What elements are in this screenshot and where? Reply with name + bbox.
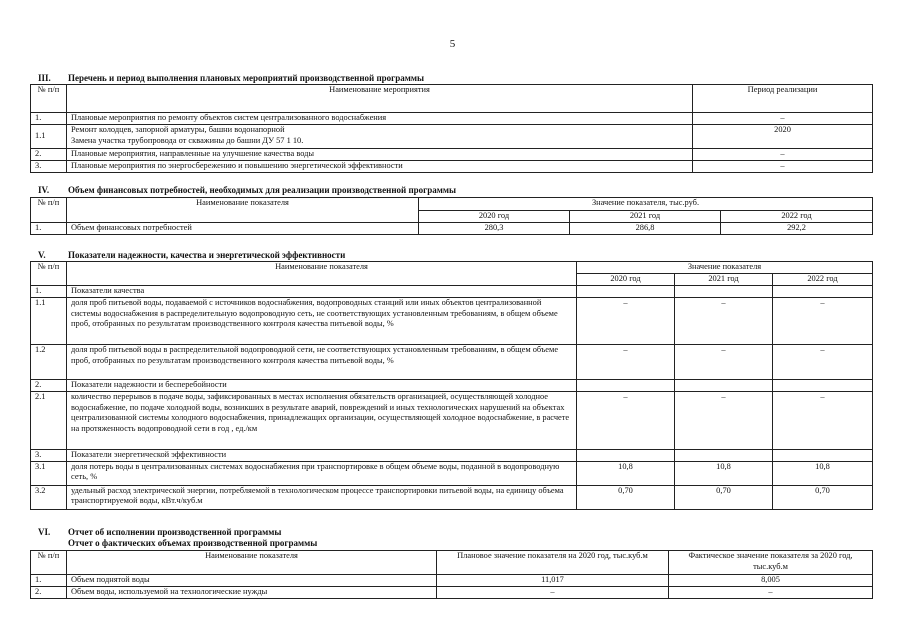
row-number: 2.1 [31, 391, 67, 449]
row-name: доля проб питьевой воды в распределительной водопроводной сети, не соответствующих установленным требованиям, в общем объеме проб, отобранных по результатам производственного контроля качества питьевой воды, % [67, 344, 577, 379]
row-period: – [693, 161, 873, 173]
row-name: Плановые мероприятия по энергосбережению и повышению энергетической эффективности [67, 161, 693, 173]
section-4-number: IV. [38, 185, 50, 195]
financial-needs-table [30, 197, 873, 235]
indicators-table [30, 261, 873, 510]
col-header-no: № п/п [31, 551, 67, 575]
row-value [773, 285, 873, 297]
row-value: 280,3 [419, 222, 570, 234]
row-number: 1. [31, 113, 67, 125]
table-row [31, 161, 873, 173]
activities-table [30, 84, 873, 173]
col-header-no: № п/п [31, 85, 67, 113]
year-header: 2022 год [721, 211, 873, 223]
row-value: 0,70 [675, 485, 773, 509]
section-6-title: Отчет об исполнении производственной программы [68, 527, 282, 537]
row-name: количество перерывов в подаче воды, зафиксированных в местах исполнения обязательств организацией, осуществляющей холодное водоснабжение, по подаче холодной воды, возникших в результате аварий, повреждений и иных технологических нарушений на объектах централизованной системы холодного водоснабжения, принадлежащих организации, осуществляющей холодное водоснабжение, в расчете на протяженность водопроводной сети в год , ед./км [67, 391, 577, 449]
table-header-row [31, 262, 873, 274]
section-6-subtitle: Отчет о фактических объемах производственной программы [68, 538, 318, 548]
row-value: 0,70 [773, 485, 873, 509]
section-6-heading [38, 527, 281, 537]
row-name-line-2: Замена участка трубопровода от скважины до башни ДУ 57 1 10. [71, 135, 304, 145]
table-row [31, 461, 873, 485]
row-number: 3. [31, 449, 67, 461]
table-header-row [31, 85, 873, 113]
row-number: 2. [31, 379, 67, 391]
row-value [675, 449, 773, 461]
row-number: 3. [31, 161, 67, 173]
row-value: – [577, 297, 675, 344]
table-header-row [31, 551, 873, 575]
section-3-number: III. [38, 73, 51, 83]
row-number: 1. [31, 285, 67, 297]
row-value [577, 379, 675, 391]
table-header-row [31, 198, 873, 211]
row-name: Объем поднятой воды [67, 575, 437, 587]
year-header: 2020 год [419, 211, 570, 223]
row-value: 10,8 [577, 461, 675, 485]
row-number: 1.2 [31, 344, 67, 379]
year-header: 2020 год [577, 274, 675, 286]
row-value: 10,8 [675, 461, 773, 485]
section-5-title: Показатели надежности, качества и энергетической эффективности [68, 250, 346, 260]
table-row [31, 149, 873, 161]
row-name: доля потерь воды в централизованных системах водоснабжения при транспортировке в общем объеме воды, поданной в водопроводную сеть, % [67, 461, 577, 485]
table-row [31, 125, 873, 149]
row-number: 2. [31, 586, 67, 598]
table-row [31, 344, 873, 379]
row-value: 0,70 [577, 485, 675, 509]
row-number: 1.1 [31, 125, 67, 149]
row-name: Плановые мероприятия, направленные на улучшение качества воды [67, 149, 693, 161]
year-header: 2021 год [675, 274, 773, 286]
table-row [31, 391, 873, 449]
table-row [31, 449, 873, 461]
row-fact: 8,005 [669, 575, 873, 587]
col-header-plan: Плановое значение показателя на 2020 год, тыс.куб.м [437, 551, 669, 575]
year-header: 2021 год [570, 211, 721, 223]
row-name [67, 125, 693, 149]
section-4-heading [38, 185, 456, 195]
section-5-heading [38, 250, 345, 260]
section-5-number: V. [38, 250, 46, 260]
section-4-title: Объем финансовых потребностей, необходимых для реализации производственной программы [68, 185, 457, 195]
row-value [577, 449, 675, 461]
col-header-name: Наименование показателя [67, 262, 577, 286]
section-3-heading [38, 73, 424, 83]
row-value [675, 379, 773, 391]
col-header-name: Наименование мероприятия [67, 85, 693, 113]
production-report-table [30, 550, 873, 599]
col-header-period: Период реализации [693, 85, 873, 113]
row-number: 1. [31, 222, 67, 234]
row-value: 10,8 [773, 461, 873, 485]
row-value [675, 285, 773, 297]
table-row [31, 113, 873, 125]
row-name: Плановые мероприятия по ремонту объектов систем централизованного водоснабжения [67, 113, 693, 125]
row-name: Объем финансовых потребностей [67, 222, 419, 234]
row-period: – [693, 149, 873, 161]
row-value [773, 379, 873, 391]
row-name: Показатели качества [67, 285, 577, 297]
col-header-no: № п/п [31, 262, 67, 286]
row-name: Показатели энергетической эффективности [67, 449, 577, 461]
col-header-name: Наименование показателя [67, 551, 437, 575]
table-row [31, 586, 873, 598]
page-number: 5 [449, 38, 456, 50]
row-number: 3.1 [31, 461, 67, 485]
row-value [773, 449, 873, 461]
row-value [577, 285, 675, 297]
row-period: – [693, 113, 873, 125]
col-header-no: № п/п [31, 198, 67, 223]
row-value: 292,2 [721, 222, 873, 234]
table-row [31, 297, 873, 344]
row-value: 286,8 [570, 222, 721, 234]
row-name: Показатели надежности и бесперебойности [67, 379, 577, 391]
section-6-number: VI. [38, 527, 51, 537]
row-value: – [675, 391, 773, 449]
year-header: 2022 год [773, 274, 873, 286]
table-row [31, 285, 873, 297]
row-name: доля проб питьевой воды, подаваемой с источников водоснабжения, водопроводных станций или иных объектов централизованной системы водоснабжения в распределительную водопроводную сеть, не соответствующих установленным требованиям, в общем объеме проб, отобранных по результатам производственного контроля качества питьевой воды, % [67, 297, 577, 344]
row-number: 3.2 [31, 485, 67, 509]
row-period: 2020 [693, 125, 873, 149]
row-name: удельный расход электрической энергии, потребляемой в технологическом процессе транспортировки питьевой воды, на единицу объема транспортируемой воды, кВт.ч/куб.м [67, 485, 577, 509]
section-3-title: Перечень и период выполнения плановых мероприятий производственной программы [68, 73, 425, 83]
table-row [31, 575, 873, 587]
row-plan: – [437, 586, 669, 598]
row-number: 1. [31, 575, 67, 587]
row-number: 2. [31, 149, 67, 161]
table-row [31, 222, 873, 234]
row-fact: – [669, 586, 873, 598]
table-row [31, 379, 873, 391]
row-value: – [675, 344, 773, 379]
col-header-value: Значение показателя, тыс.руб. [419, 198, 873, 211]
row-value: – [773, 297, 873, 344]
row-value: – [675, 297, 773, 344]
row-name-line-1: Ремонт колодцев, запорной арматуры, башни водонапорной [71, 125, 285, 134]
col-header-fact: Фактическое значение показателя за 2020 год, тыс.куб.м [669, 551, 873, 575]
row-value: – [773, 344, 873, 379]
table-row [31, 485, 873, 509]
row-value: – [773, 391, 873, 449]
row-name: Объем воды, используемой на технологические нужды [67, 586, 437, 598]
col-header-value: Значение показателя [577, 262, 873, 274]
row-number: 1.1 [31, 297, 67, 344]
row-value: – [577, 391, 675, 449]
row-plan: 11,017 [437, 575, 669, 587]
col-header-name: Наименование показателя [67, 198, 419, 223]
row-value: – [577, 344, 675, 379]
